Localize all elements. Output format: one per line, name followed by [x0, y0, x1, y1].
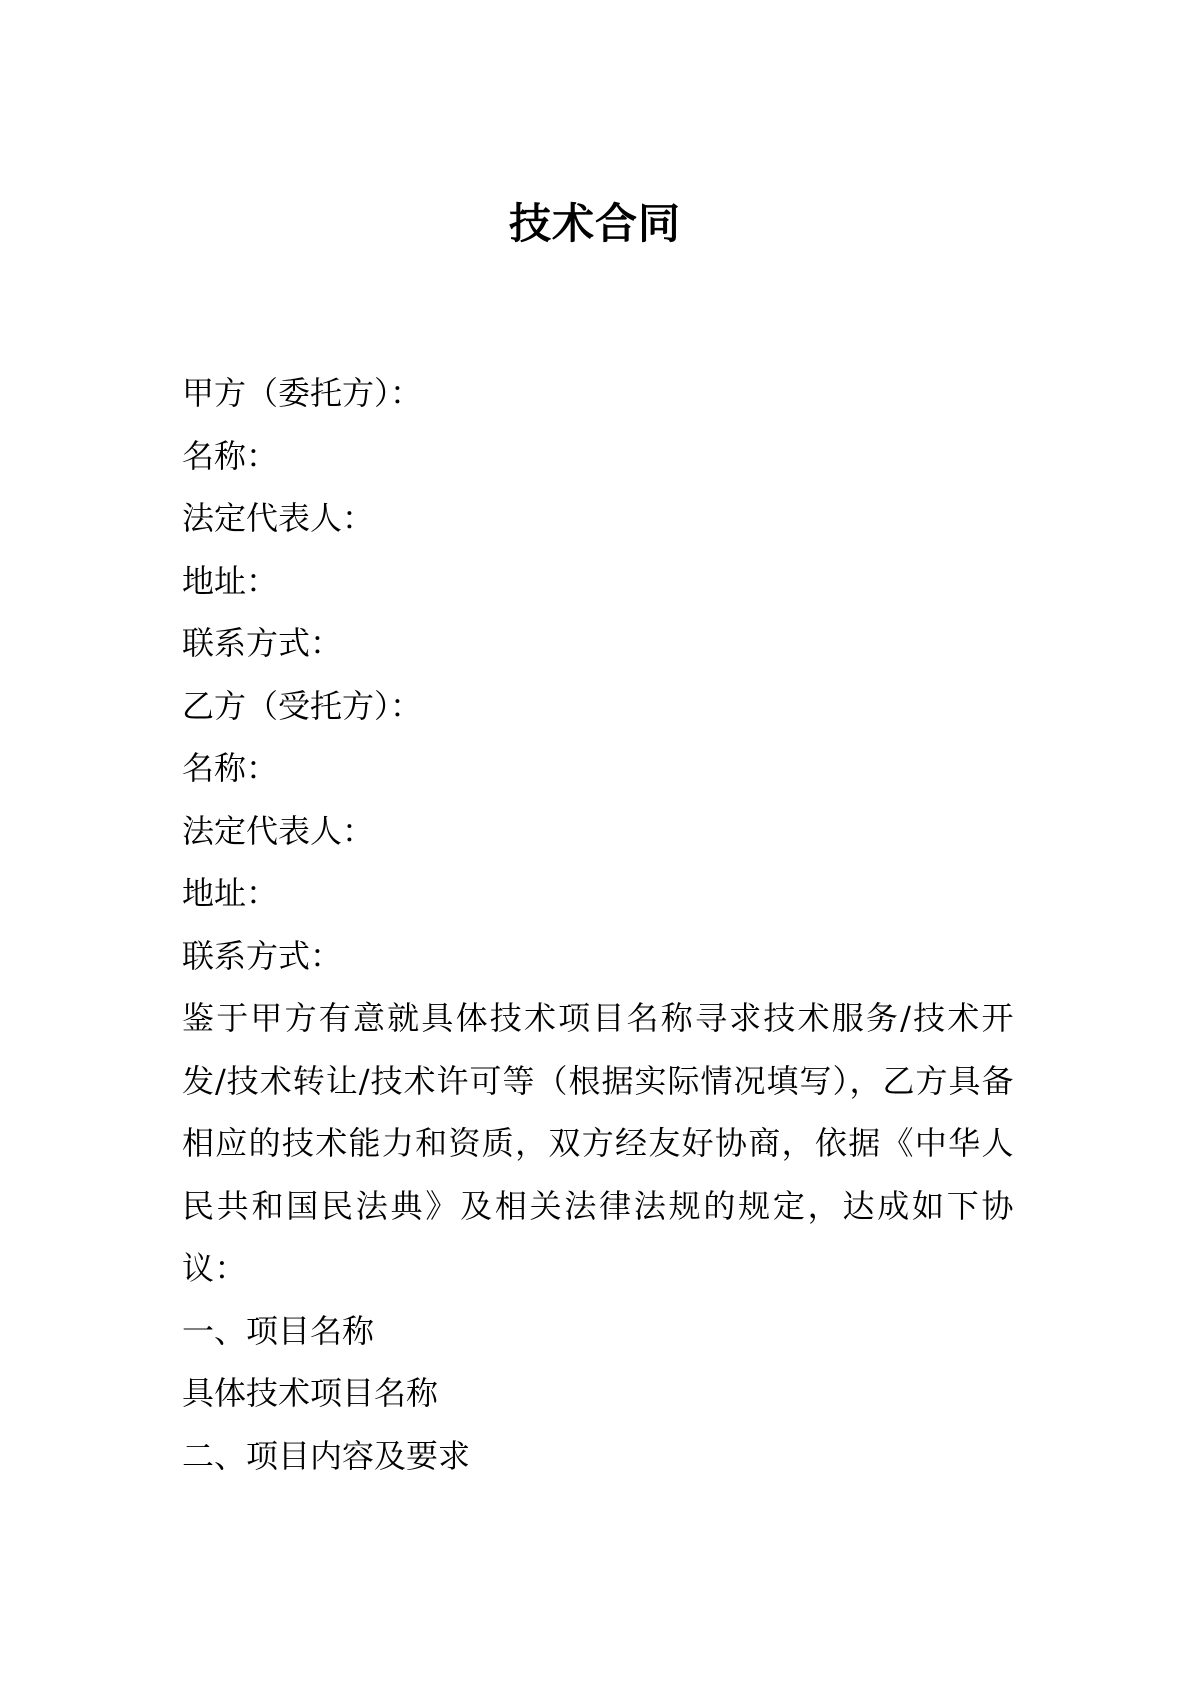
party-b-legal-rep-label: 法定代表人：	[182, 811, 375, 850]
party-b-contact-label: 联系方式：	[182, 936, 343, 975]
party-a-contact-label: 联系方式：	[182, 624, 343, 662]
party-b-heading: 乙方（受托方）：	[182, 686, 423, 725]
section-1-content: 具体技术项目名称	[182, 1374, 439, 1412]
preamble-paragraph: 鉴于甲方有意就具体技术项目名称寻求技术服务/技术开发/技术转让/技术许可等（根据实际情况填写），乙方具备相应的技术能力和资质，双方经友好协商，依据《中华人民共和国民法典》及相关法律法规的规定，达成如下协议：	[182, 999, 1014, 1287]
party-b-address-label: 地址：	[182, 874, 279, 912]
party-b-name-label: 名称：	[182, 749, 279, 787]
document-title: 技术合同	[508, 199, 681, 248]
document-body	[182, 362, 1014, 1487]
party-a-legal-rep-label: 法定代表人：	[182, 499, 375, 537]
party-a-address-label: 地址：	[182, 561, 279, 600]
section-2-heading: 二、项目内容及要求	[182, 1436, 471, 1475]
party-a-heading: 甲方（委托方）：	[182, 374, 423, 412]
section-1-heading: 一、项目名称	[182, 1311, 375, 1350]
party-a-name-label: 名称：	[182, 436, 279, 475]
